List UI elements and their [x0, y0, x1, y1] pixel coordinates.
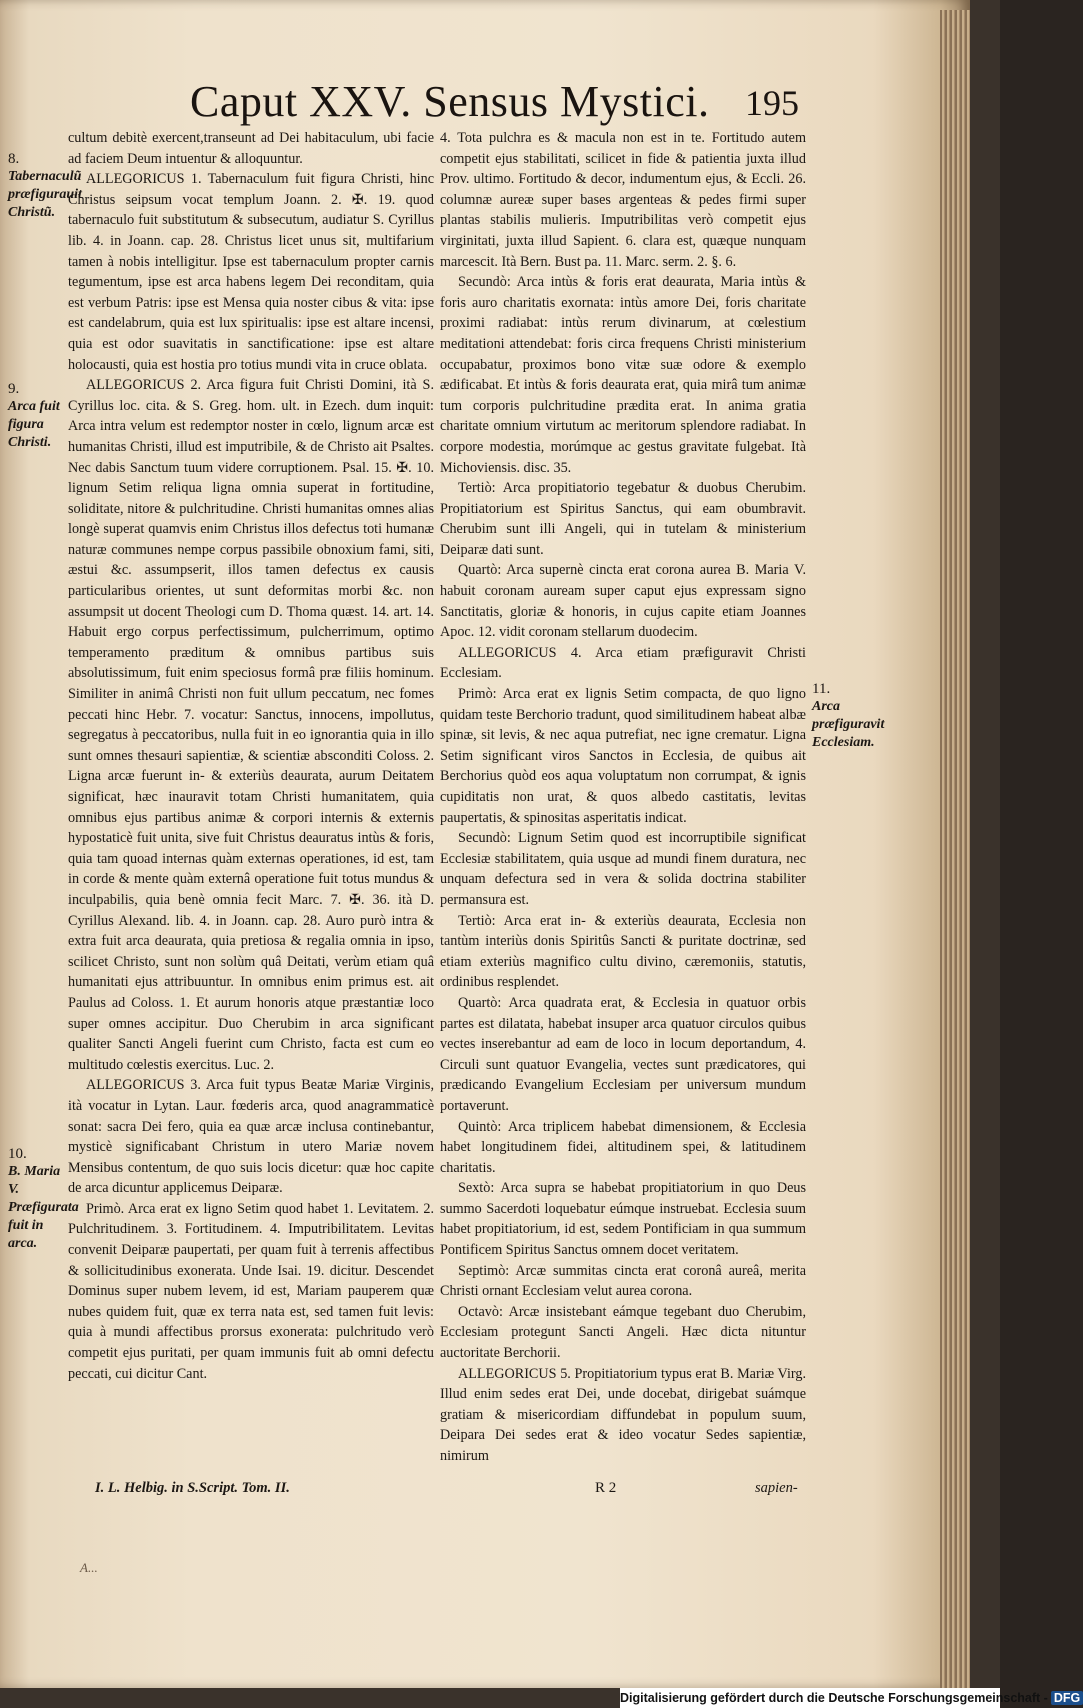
paragraph: Quartò: Arca quadrata erat, & Ecclesia in quatuor orbis partes est dilatata, habebat insuper arca quatuor circulos quibus vectes inserebantur ad eam de loco in locum deportandum, 4. Circuli sunt quatuor Evangelia, vectes sunt prædicatores, qui prædicando Evangelium Ecclesiam per universum mundum portaverunt. — [440, 994, 806, 1114]
running-header — [180, 70, 800, 130]
paragraph: 4. Tota pulchra es & macula non est in te. Fortitudo autem competit ejus stabilitati, scilicet in fide & patientia juxta illud Prov. ultimo. Fortitudo & decor, indumentum ejus, & Eccli. 26. columnæ aureæ super bases argenteas & pedes firmi super plantas stabilis mulieris. Imputribilitas verò competit ejus virginitati, juxta illud Sapient. 6. clara est, quæque nunquam marcescit. Ità Bern. Bust pa. 11. Marc. serm. 2. §. 6. — [440, 130, 806, 270]
paragraph: Tertiò: Arca erat in- & exteriùs deaurata, Ecclesia non tantùm interiùs donis Spiritûs Sancti & puritate doctrinæ, sed etiam exteriùs magnifico cultu divino, cæremoniis, statutis, ordinibus resplendet. — [440, 912, 806, 991]
margin-note-number: 8. — [8, 151, 20, 167]
paragraph: Primò. Arca erat ex ligno Setim quod habet 1. Levitatem. 2. Pulchritudinem. 3. Fortitudinem. 4. Imputribilitatem. Levitas convenit Deiparæ paupertati, per quam fuit à terrenis affectibus & sollicitudinibus exonerata. Unde Isai. 19. dicitur. Descendet Dominus super nubem levem, id est, Mariam pauperem quæ nubes quidem fuit, quæ ex terra nata est, sed tamen fuit levis: quia à mundi affectibus prorsus exonerata: pulchritudo verò competit ejus puritati, per quam immunis fuit ab omni defectu peccati, cui dicitur Cant. — [68, 1200, 434, 1382]
margin-note-8 — [8, 150, 82, 222]
margin-note-number: 9. — [8, 381, 20, 397]
paragraph: Sextò: Arca supra se habebat propitiatorium in quo Deus summo Sacerdoti loquebatur eúmque instruebat. Ecclesia suum habet propitiatorium, id est, sedem Pontificiam in qua summum Pontificem Spiritus Sanctus omnem docet veritatem. — [440, 1180, 806, 1259]
right-column — [440, 128, 806, 1467]
paragraph: Quintò: Arca triplicem habebat dimensionem, & Ecclesia habet longitudinem fidei, altitudinem spei, & latitudinem charitatis. — [440, 1118, 806, 1176]
margin-note-number: 10. — [8, 1146, 27, 1162]
catchword: sapien- — [755, 1480, 798, 1496]
page-number: 195 — [745, 83, 799, 123]
paragraph: ALLEGORICUS 5. Propitiatorium typus erat B. Mariæ Virg. Illud enim sedes erat Dei, unde docebat, dirigebat suámque gratiam & misericordiam diffundebat in populum suum, Deipara Dei sedes erat & ideo vocatur Sedes sapientiæ, nimirum — [440, 1365, 806, 1464]
footer-note: I. L. Helbig. in S.Script. Tom. II. — [95, 1480, 290, 1496]
margin-note-text: Tabernaculũ præfigurauit Christũ. — [8, 169, 82, 220]
margin-note-text: B. Maria V. Præfigurata fuit in arca. — [8, 1164, 79, 1251]
paragraph: Secundò: Arca intùs & foris erat deaurata, Maria intùs & foris auro charitatis exornata: intùs amore Dei, foris charitate proximi radiabat: intùs rerum divinarum, at cœlestium meditationi attendebat: foris circa frequens Christi ministerium occupabatur, proximos bono vitæ suæ odore & exemplo ædificabat. Et intùs & foris deaurata erat, quia mirâ tum animæ tum corporis pulchritudine prædita erat. In anima gratia charitate omnium virtutum ac meritorum splendore radiabat. In corpore modestia, morúmque ac gestus gravitate fulgebat. Ità Michoviensis. disc. 35. — [440, 274, 806, 476]
paragraph: Quartò: Arca supernè cincta erat corona aurea B. Maria V. habuit coronam auream super caput ejus expressam signo Sanctitatis, gloriæ & honoris, in cujus capite etiam Joannes Apoc. 12. vidit coronam stellarum duodecim. — [440, 562, 806, 641]
paragraph: cultum debitè exercent,transeunt ad Dei habitaculum, ubi facie ad faciem Deum intuentur & alloquuntur. — [68, 130, 434, 167]
page-edges — [940, 10, 970, 1690]
left-column — [68, 128, 434, 1384]
margin-note-9 — [8, 380, 70, 452]
page-title: Caput XXV. Sensus Mystici. — [190, 77, 710, 126]
paragraph: Primò: Arca erat ex lignis Setim compacta, de quo ligno quidam teste Berchorio tradunt, quod similitudinem habeat albæ spinæ, sit levis, & nec aqua putrefiat, nec igne crematur. Ligna Setim significant viros Sanctos in Ecclesia, de quibus ait Berchorius quòd eos aqua voluptatum non corrumpat, & ignis cupiditatis non urat, & quos albedo castitatis, levitas paupertatis, & spinositas asperitatis indicat. — [440, 686, 806, 826]
paragraph: ALLEGORICUS 2. Arca figura fuit Christi Domini, ità S. Cyrillus loc. cita. & S. Greg. hom. ult. in Ezech. dum inquit: Arca intra velum est redemptor noster in cœlo, lignum arcæ est humanitas Christi, illud est imputribile, & de Christo ait Psaltes. Nec dabis Sanctum tuum videre corruptionem. Psal. 15. ✠. 10. lignum Setim reliqua ligna omnia superat in fortitudine, soliditate, nitore & pulchritudine. Christi humanitas omnes alias longè superat quamvis enim Christus illos defectus toti humanæ naturæ communes nempe corpus passibile obnoxium fami, siti, æstui &c. assumpserit, illos tamen defectus ex causis particularibus orientes, ut sunt deformitas morbi &c. non assumpsit ut docent Theologi cum D. Thoma quæst. 14. art. 14. Habuit ergo corpus perfectissimum, pulcherrimum, optimo temperamento præditum & omnibus partibus suis absolutissimum, fuit enim speciosus formâ præ filiis hominum. Similiter in animâ Christi non fuit ullum peccatum, nec fomes peccati hinc Hebr. 7. vocatur: Sanctus, innocens, impollutus, segregatus à peccatoribus, nulla fuit in eo ignorantia quia in illo sunt omnes thesauri sapientiæ, & scientiæ absconditi Coloss. 2. Ligna arcæ fuerunt in- & exteriùs deaurata, aurum Deitatem significat, hæc inauravit totam Christi humanitatem, quia omnibus ejus partibus animæ & corpori internis & externis hypostaticè fuit unita, sive fuit Christus deauratus intùs & foris, quia tam quoad internas quàm externas operationes, id est, tam in corde & mente quàm externâ operatione fuit totus mundus & inculpabilis, quia benè omnia fecit Marc. 7. ✠. 36. ità D. Cyrillus Alexand. lib. 4. in Joann. cap. 28. Auro purò intra & extra fuit arca deaurata, quia pretiosa & regalia omnia in ipso, scilicet Christo, sunt non solùm quâ Deitati, verùm etiam quâ humanitati ejus attribuuntur. In omnibus enim primus est. ait Paulus ad Coloss. 1. Et aurum honoris atque præstantiæ loco super omnes accipitur. Duo Cherubim in arca significant qualiter Sancti Angeli fuerint cum Christo, facta est cum eo multitudo cœlestis exercitus. Luc. 2. — [68, 377, 434, 1073]
dfg-logo: DFG — [1051, 1691, 1083, 1705]
margin-note-10 — [8, 1145, 79, 1253]
margin-note-11 — [812, 680, 885, 752]
margin-note-number: 11. — [812, 681, 831, 697]
credit-text: Digitalisierung gefördert durch die Deutsche Forschungsgemeinschaft - — [620, 1691, 1048, 1705]
digitization-credit — [620, 1688, 1081, 1708]
margin-note-text: Arca præfiguravit Ecclesiam. — [812, 699, 885, 750]
paragraph: Septimò: Arcæ summitas cincta erat coronâ aureâ, merita Christi ornant Ecclesiam velut aurea corona. — [440, 1262, 806, 1300]
paragraph: ALLEGORICUS 3. Arca fuit typus Beatæ Mariæ Virginis, ità vocatur in Lytan. Laur. fœderis arca, quod anagrammaticè sonat: sacra Dei fero, quia ea quæ arcæ inclusa continebantur, mysticè significabant Christum in utero Mariæ novem Mensibus contentum, de quo suis locis dicetur: quæ hoc capite de arca dicuntur applicemus Deiparæ. — [68, 1077, 434, 1197]
paragraph: ALLEGORICUS 1. Tabernaculum fuit figura Christi, hinc Christus seipsum vocat templum Joann. 2. ✠. 19. quod tabernaculo fuit substitutum & subsecutum, audiatur S. Cyrillus lib. 4. in Joann. cap. 28. Christus licet unus sit, multifarium tamen à nobis intelligitur. Ipse est tabernaculum propter carnis tegumentum, ipse est arca habens legem Dei reconditam, quia est verbum Patris: ipse est Mensa quia noster cibus & vita: ipse est candelabrum, quia est lux spiritualis: ipse est altare incensi, quia est odor suavitatis in sanctificatione: ipse est altare holocausti, quia est hostia pro totius mundi vita in cruce oblata. — [68, 171, 434, 373]
pen-mark: A... — [80, 1560, 98, 1575]
paragraph: Octavò: Arcæ insistebant eámque tegebant duo Cherubim, Ecclesiam protegunt Sancti Angeli. Hæc dicta nituntur auctoritate Berchorii. — [440, 1303, 806, 1362]
paragraph: Secundò: Lignum Setim quod est incorruptibile significat Ecclesiæ stabilitatem, quia usque ad mundi finem duratura, nec unquam defectura sed in vera & solida doctrina stabiliter permansura est. — [440, 830, 806, 908]
signature-mark: R 2 — [595, 1480, 617, 1496]
paragraph: Tertiò: Arca propitiatorio tegebatur & duobus Cherubim. Propitiatorium est Spiritus Sanctus, qui eam obumbravit. Cherubim sunt illi Angeli, qui in tutelam & ministerium Deiparæ dati sunt. — [440, 480, 806, 558]
margin-note-text: Arca fuit figura Christi. — [8, 399, 60, 450]
paragraph: ALLEGORICUS 4. Arca etiam præfiguravit Christi Ecclesiam. — [440, 644, 806, 682]
